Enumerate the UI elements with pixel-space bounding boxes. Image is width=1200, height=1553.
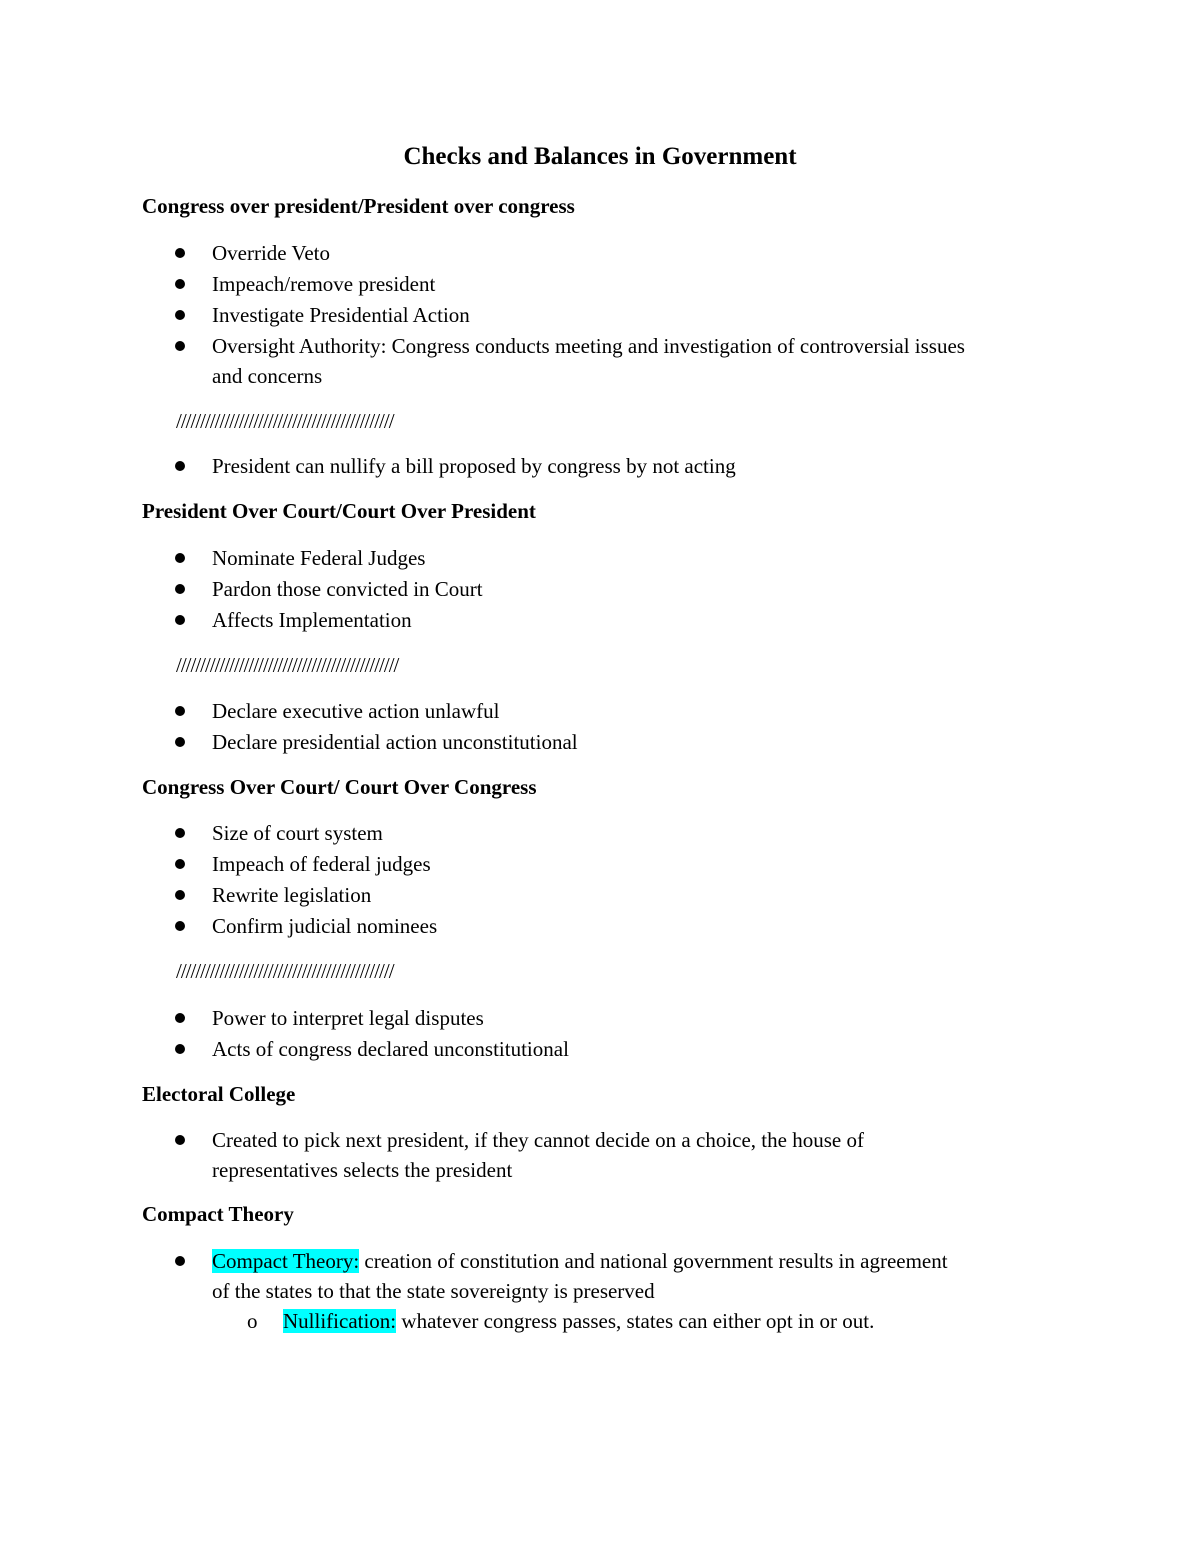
list-item: Declare executive action unlawful [212,699,500,723]
list-item-continuation: representatives selects the president [212,1158,513,1182]
bullet-icon [175,706,185,716]
list-item: Confirm judicial nominees [212,914,438,938]
section-divider: ///////////////////////////////////////////// [176,959,394,983]
section-heading-compact-theory: Compact Theory [142,1202,294,1226]
list-item: Investigate Presidential Action [212,303,470,327]
list-item: Impeach/remove president [212,272,436,296]
list-item: Power to interpret legal disputes [212,1006,484,1030]
list-item: Affects Implementation [212,608,412,632]
list-item: Nominate Federal Judges [212,546,426,570]
bullet-icon [175,341,185,351]
term-definition: whatever congress passes, states can either opt in or out. [396,1309,875,1333]
list-item: Acts of congress declared unconstitutional [212,1037,569,1061]
list-item: Rewrite legislation [212,883,372,907]
list-item: Override Veto [212,241,330,265]
bullet-icon [175,921,185,931]
list-item: Oversight Authority: Congress conducts meeting and investigation of controversial issues [212,334,965,358]
bullet-icon [175,737,185,747]
bullet-icon [175,615,185,625]
list-item-continuation: and concerns [212,364,323,388]
bullet-icon [175,828,185,838]
bullet-icon [175,553,185,563]
list-item: Impeach of federal judges [212,852,431,876]
bullet-icon [175,1135,185,1145]
section-heading-congress-court: Congress Over Court/ Court Over Congress [142,775,537,799]
bullet-icon [175,584,185,594]
bullet-icon [175,248,185,258]
list-item-continuation: of the states to that the state sovereignty is preserved [212,1279,655,1303]
section-heading-congress-president: Congress over president/President over congress [142,194,575,218]
bullet-icon [175,859,185,869]
sub-list-item-nullification [283,1306,874,1336]
list-item-compact-theory [212,1246,948,1276]
section-heading-president-court: President Over Court/Court Over President [142,499,536,523]
highlighted-term: Compact Theory: [212,1249,360,1273]
section-divider: ////////////////////////////////////////////// [176,653,399,677]
highlighted-term: Nullification: [283,1309,397,1333]
section-divider: ///////////////////////////////////////////// [176,409,394,433]
section-heading-electoral-college: Electoral College [142,1082,296,1106]
bullet-icon [175,1013,185,1023]
term-definition: creation of constitution and national government results in agreement [359,1249,948,1273]
list-item: President can nullify a bill proposed by congress by not acting [212,454,736,478]
bullet-icon [175,279,185,289]
document-title: Checks and Balances in Government [403,143,797,170]
bullet-icon [175,1256,185,1266]
bullet-icon [175,310,185,320]
sub-bullet-marker: o [247,1309,258,1333]
list-item: Pardon those convicted in Court [212,577,483,601]
bullet-icon [175,890,185,900]
bullet-icon [175,1044,185,1054]
list-item: Created to pick next president, if they cannot decide on a choice, the house of [212,1128,864,1152]
bullet-icon [175,461,185,471]
list-item: Size of court system [212,821,383,845]
list-item: Declare presidential action unconstitutional [212,730,578,754]
